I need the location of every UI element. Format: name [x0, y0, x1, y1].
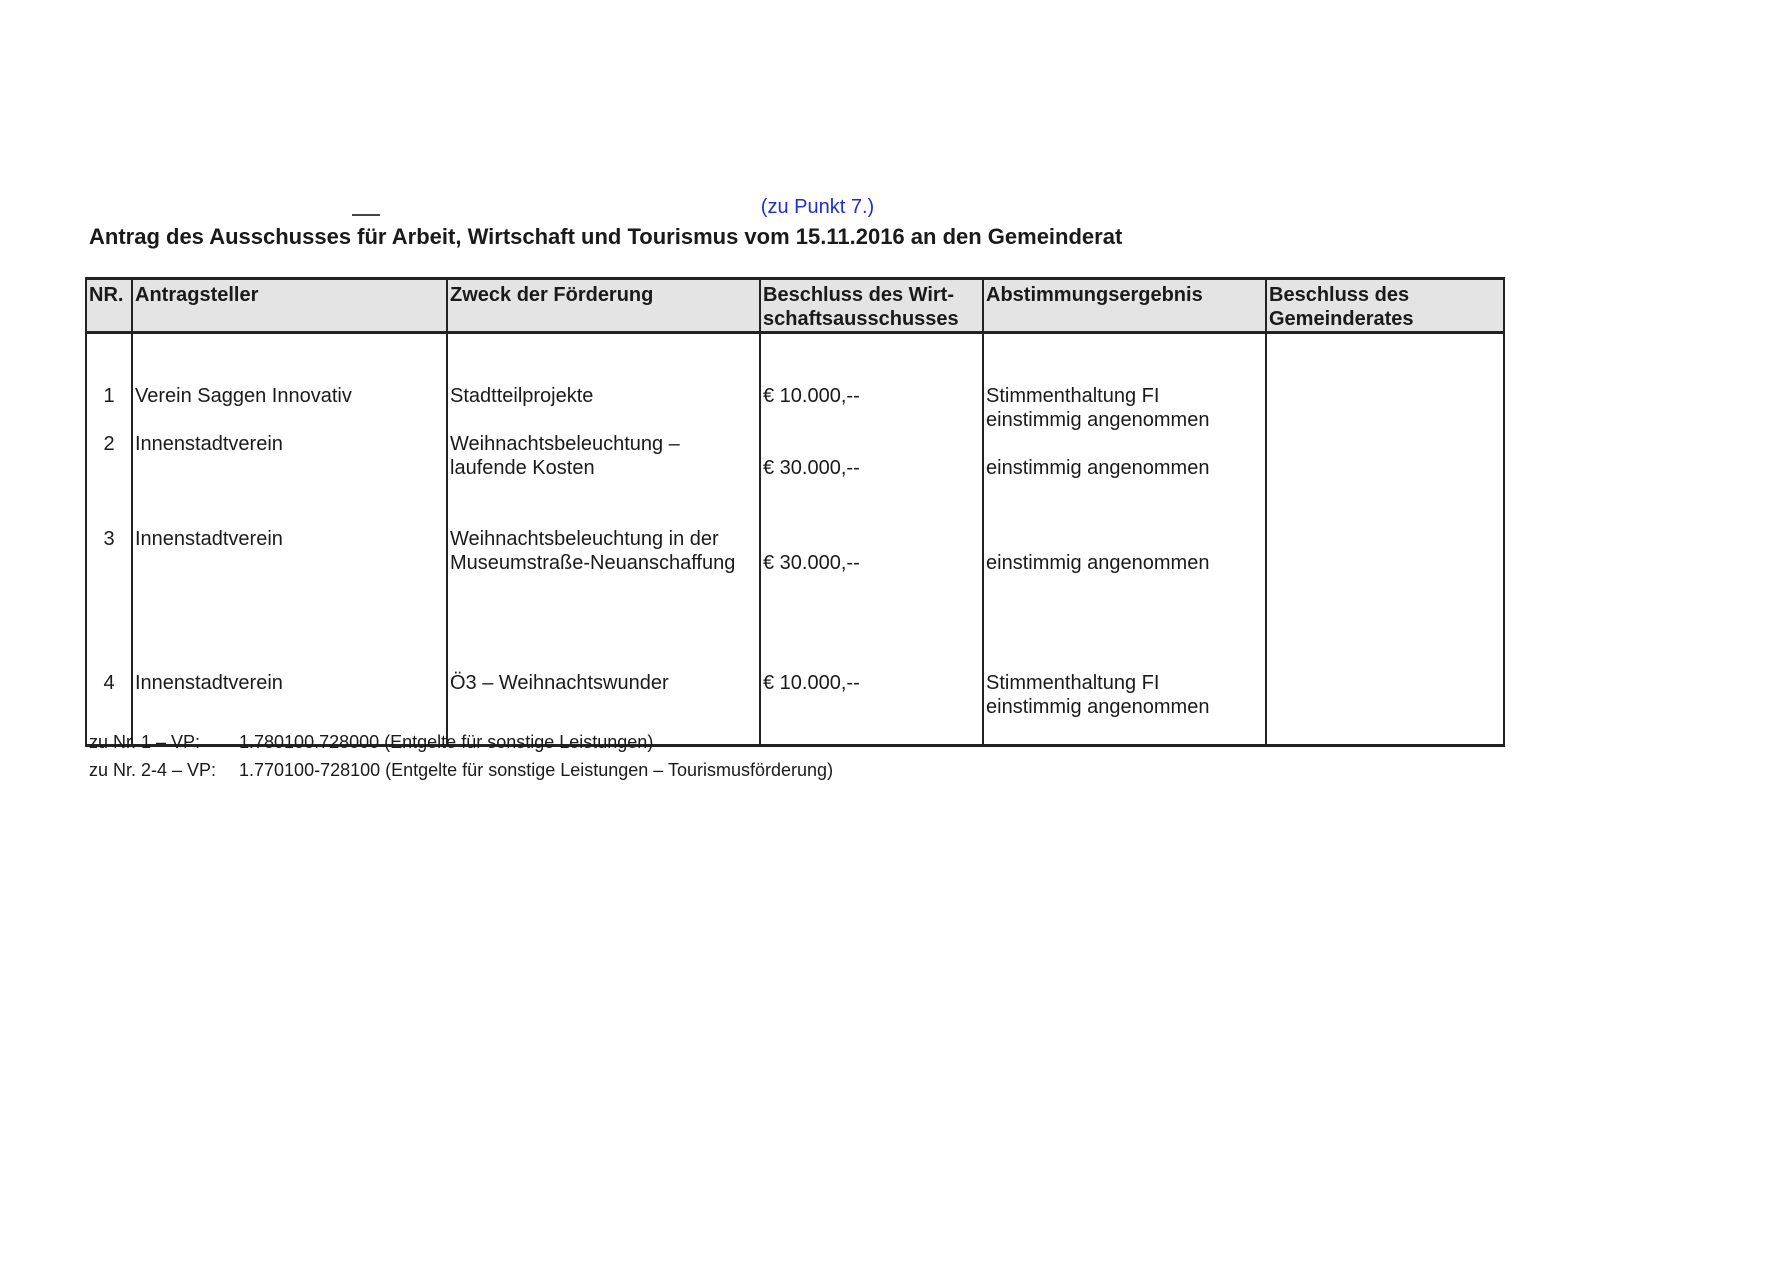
cell-antragsteller: Innenstadtverein — [132, 527, 447, 671]
cell-zweck — [447, 527, 760, 671]
cell-ergebnis — [983, 671, 1266, 746]
cell-nr: 3 — [86, 527, 132, 671]
header-antragsteller: Antragsteller — [132, 279, 447, 333]
cell-antragsteller: Verein Saggen Innovativ — [132, 384, 447, 432]
footnote-label: zu Nr. 1 – VP: — [89, 732, 201, 752]
header-abstimmungsergebnis: Abstimmungsergebnis — [983, 279, 1266, 333]
table-row — [86, 384, 1504, 432]
footnote-text: 1.780100.728000 (Entgelte für sonstige Leistungen) — [239, 732, 654, 752]
cell-antragsteller: Innenstadtverein — [132, 671, 447, 746]
cell-ergebnis — [983, 384, 1266, 432]
ergebnis-line: einstimmig angenommen — [986, 696, 1210, 718]
footnote-text: 1.770100-728100 (Entgelte für sonstige Leistungen – Tourismusförderung) — [239, 760, 834, 780]
zweck-line: Ö3 – Weihnachtswunder — [450, 672, 669, 694]
scan-mark — [352, 214, 380, 216]
ergebnis-line: Stimmenthaltung FI — [986, 672, 1160, 694]
agenda-reference: (zu Punkt 7.) — [760, 196, 875, 218]
cell-gemeinderat — [1266, 432, 1504, 527]
zweck-line: Weihnachtsbeleuchtung in der — [450, 528, 719, 550]
cell-ergebnis: einstimmig angenommen — [983, 527, 1266, 671]
zweck-line: Stadtteilprojekte — [450, 385, 594, 407]
funding-table — [85, 277, 1505, 747]
table-header-row — [86, 279, 1504, 333]
footnote-label: zu Nr. 2-4 – VP: — [89, 760, 217, 780]
cell-antragsteller: Innenstadtverein — [132, 432, 447, 527]
header-zweck: Zweck der Förderung — [447, 279, 760, 333]
header-beschluss-gemeinderat: Beschluss des Gemeinderates — [1266, 279, 1504, 333]
header-beschluss-ausschuss: Beschluss des Wirt-schaftsausschusses — [760, 279, 983, 333]
ergebnis-line: Stimmenthaltung FI — [986, 385, 1160, 407]
footnote-budget-2-4 — [89, 760, 833, 781]
cell-nr: 1 — [86, 384, 132, 432]
cell-beschluss: € 10.000,-- — [760, 671, 983, 746]
footnote-budget-1 — [89, 732, 653, 753]
cell-zweck — [447, 384, 760, 432]
ergebnis-line: einstimmig angenommen — [986, 409, 1210, 431]
cell-gemeinderat — [1266, 384, 1504, 432]
cell-nr: 4 — [86, 671, 132, 746]
zweck-line: Museumstraße-Neuanschaffung — [450, 552, 736, 574]
table-row — [86, 527, 1504, 671]
header-nr: NR. — [86, 279, 132, 333]
table-spacer-row — [86, 333, 1504, 385]
cell-zweck — [447, 432, 760, 527]
cell-gemeinderat — [1266, 671, 1504, 746]
cell-ergebnis: einstimmig angenommen — [983, 432, 1266, 527]
cell-beschluss: € 30.000,-- — [760, 527, 983, 671]
document-title: Antrag des Ausschusses für Arbeit, Wirtschaft und Tourismus vom 15.11.2016 an den Gemeinderat — [89, 224, 1123, 249]
zweck-line: Weihnachtsbeleuchtung – — [450, 433, 680, 455]
zweck-line: laufende Kosten — [450, 457, 595, 479]
cell-beschluss: € 10.000,-- — [760, 384, 983, 432]
table-row — [86, 432, 1504, 527]
cell-gemeinderat — [1266, 527, 1504, 671]
cell-nr: 2 — [86, 432, 132, 527]
cell-beschluss: € 30.000,-- — [760, 432, 983, 527]
